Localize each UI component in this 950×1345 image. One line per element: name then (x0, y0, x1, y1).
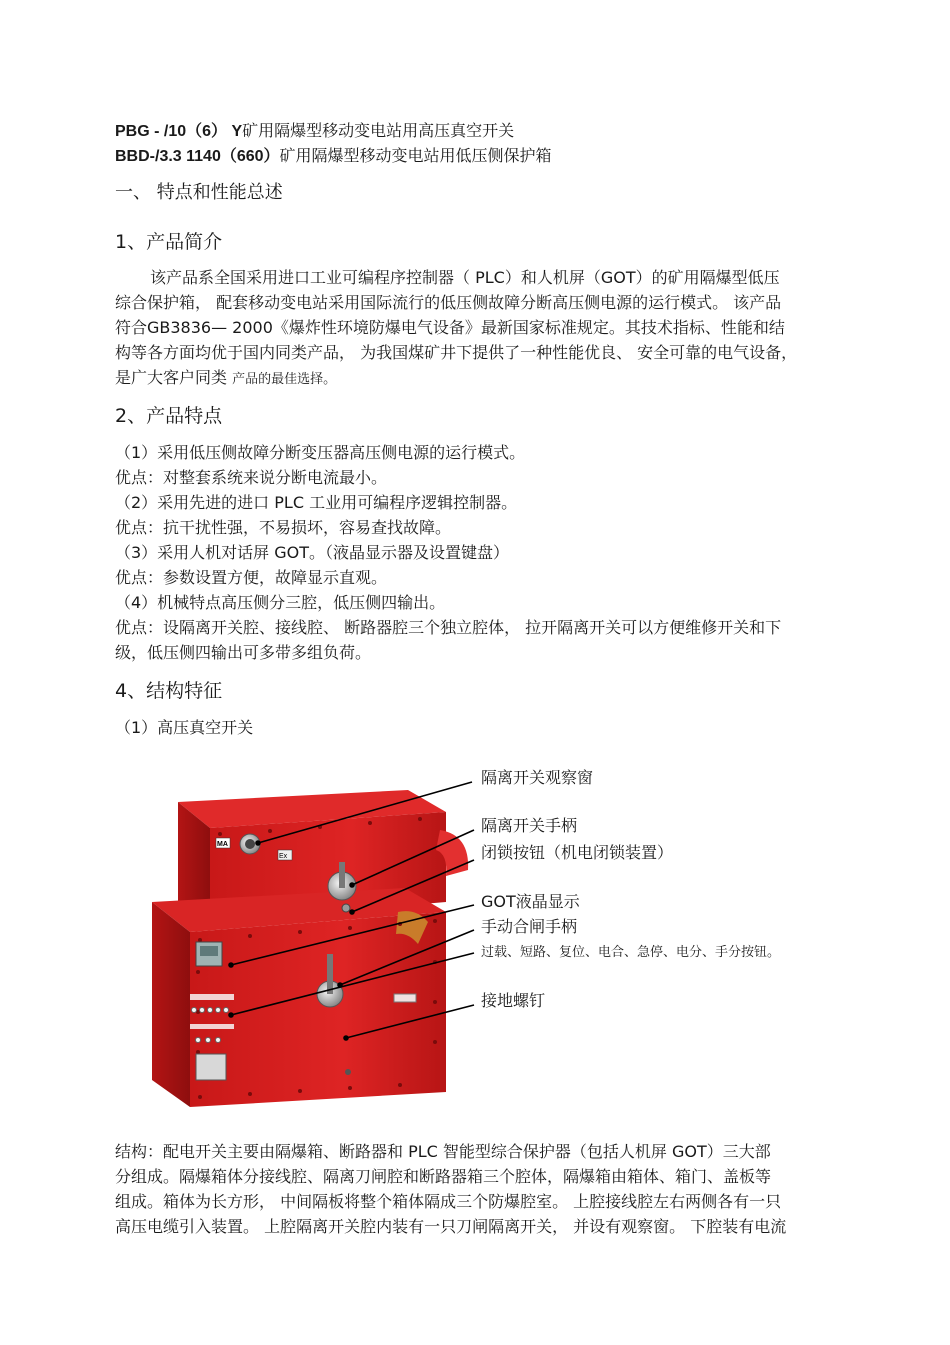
structure-line-4: 高压电缆引入装置。 上腔隔离开关腔内装有一只刀闸隔离开关， 并设有观察窗。 下腔装有电流 (115, 1217, 787, 1236)
feature-line-9: 级，低压侧四输出可多带多组负荷。 (115, 643, 372, 662)
ex-plate-text: Ex (279, 853, 288, 860)
title-text-1: 矿用隔爆型移动变电站用高压真空开关 (242, 121, 515, 140)
lock-button (342, 904, 350, 912)
callout-ground-screw: 接地螺钉 (481, 991, 546, 1010)
intro-line-1: 该产品系全国采用进口工业可编程序控制器（ PLC）和人机屏（GOT）的矿用隔爆型低压 (150, 268, 780, 287)
lower-side (152, 902, 190, 1107)
intro-line-5b: 产品的最佳选择。 (232, 372, 337, 387)
feature-line-8: 优点：设隔离开关腔、接线腔、 断路器腔三个独立腔体， 拉开隔离开关可以方便维修开关和下 (115, 618, 782, 637)
structure-subheading: （1）高压真空开关 (115, 718, 254, 737)
ma-plate-text: MA (217, 841, 228, 848)
vacuum-switch-photo (150, 762, 480, 1112)
intro-line-2: 综合保护箱， 配套移动变电站采用国际流行的低压侧故障分断高压侧电源的运行模式。 该产品 (115, 293, 782, 312)
title-line-2 (115, 145, 552, 168)
intro-heading: 1、产品简介 (115, 231, 223, 253)
title-code-2: BBD-/3.3 1140（660） (115, 148, 280, 165)
ground-screw (345, 1069, 351, 1075)
callout-observation-window: 隔离开关观察窗 (481, 768, 594, 787)
feature-line-5: （3）采用人机对话屏 GOT。（液晶显示器及设置键盘） (115, 543, 510, 562)
title-line-1 (115, 120, 514, 143)
structure-heading: 4、结构特征 (115, 680, 223, 702)
rating-plate (196, 1054, 226, 1080)
feature-line-4: 优点：抗干扰性强，不易损坏，容易查找故障。 (115, 518, 452, 537)
got-display-screen (200, 946, 218, 956)
side-label-plate (394, 994, 416, 1002)
isolation-handle-lever (339, 862, 345, 888)
feature-line-3: （2）采用先进的进口 PLC 工业用可编程序逻辑控制器。 (115, 493, 518, 512)
intro-line-3: 符合GB3836— 2000《爆炸性环境防爆电气设备》最新国家标准规定。其技术指标、性能和结 (115, 318, 785, 337)
callout-isolation-handle: 隔离开关手柄 (481, 816, 578, 835)
structure-line-2: 分组成。隔爆箱体分接线腔、隔离刀闸腔和断路器箱三个腔体，隔爆箱由箱体、箱门、盖板等 (115, 1167, 772, 1186)
structure-line-3: 组成。箱体为长方形， 中间隔板将整个箱体隔成三个防爆腔室。 上腔接线腔左右两侧各有一只 (115, 1192, 782, 1211)
intro-line-4: 构等各方面均优于国内同类产品， 为我国煤矿井下提供了一种性能优良、 安全可靠的电气设备， (115, 343, 798, 362)
features-heading: 2、产品特点 (115, 405, 223, 427)
feature-line-1: （1）采用低压侧故障分断变压器高压侧电源的运行模式。 (115, 443, 526, 462)
structure-line-1: 结构：配电开关主要由隔爆箱、断路器和 PLC 智能型综合保护器（包括人机屏 GOT）三大部 (115, 1142, 771, 1161)
intro-line-5a: 是广大客户同类 (115, 368, 228, 387)
callout-lock-button: 闭锁按钮（机电闭锁装置） (481, 843, 674, 862)
callout-buttons: 过载、短路、复位、电合、急停、电分、手分按钮。 (481, 945, 781, 960)
observation-window-glass (245, 839, 255, 849)
manual-close-lever (327, 954, 333, 994)
callout-got-display: GOT液晶显示 (481, 892, 580, 911)
title-text-2: 矿用隔爆型移动变电站用低压侧保护箱 (279, 146, 552, 165)
intro-line-5 (115, 367, 336, 391)
section-1-heading: 一、 特点和性能总述 (115, 182, 283, 203)
feature-line-2: 优点：对整套系统来说分断电流最小。 (115, 468, 388, 487)
callout-manual-close-handle: 手动合闸手柄 (481, 917, 578, 936)
title-code-1: PBG - /10（6） Y (115, 123, 243, 140)
feature-line-6: 优点：参数设置方便，故障显示直观。 (115, 568, 388, 587)
feature-line-7: （4）机械特点高压侧分三腔，低压侧四输出。 (115, 593, 446, 612)
